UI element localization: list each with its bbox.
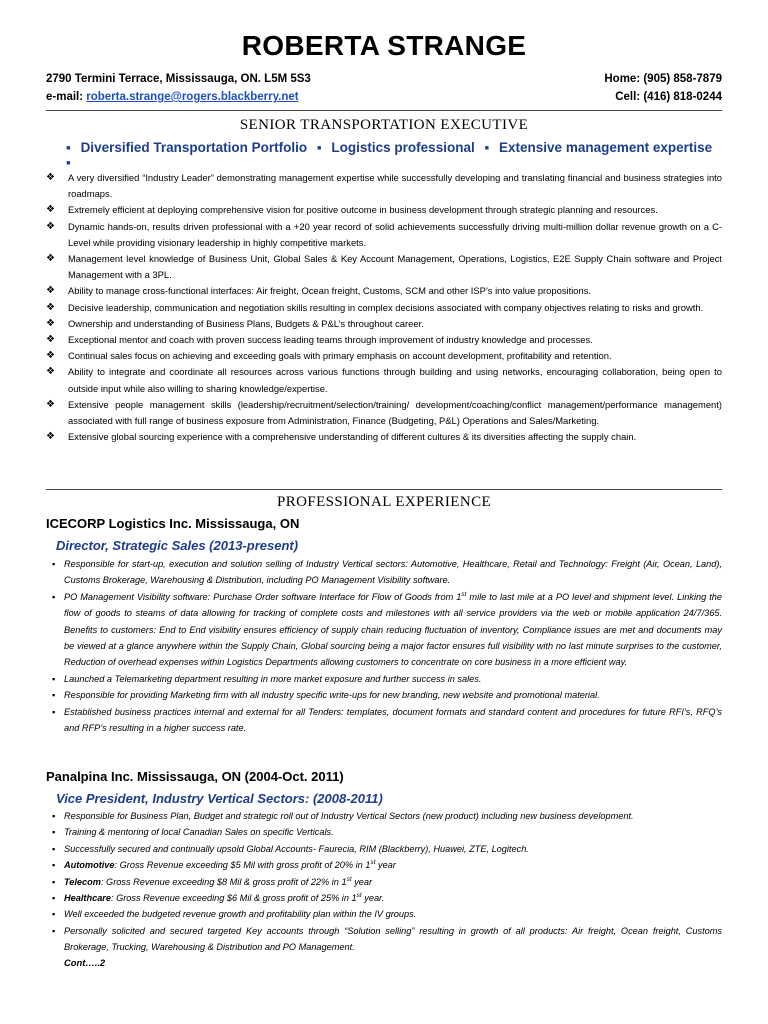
duty-text: mile to last mile at a PO level and shipment level. Linking the flow of goods to steams of data allowing for tracking of complete costs and milestones with all service providers via the web or mobile application 24/7/365. Benefits to customers: End to End visibility ensures efficiency of supply chain reducing fluctuation of inventory, Compliance issues are met and documents may be viewed at a glance anywhere within the Supply Chain, Global sourcing being a major factor ensures full visibility with no last minute surprises to the customer, Reduction of overhead expenses within Logistics Departments allowing customers to concentrate on core business in a more efficient way. — [64, 591, 723, 668]
summary-item — [46, 300, 722, 316]
tagline-bullet: ▪ — [66, 155, 71, 170]
square-bullet-icon: ▪ — [52, 673, 56, 684]
summary-item-text: Decisive leadership, communication and negotiation skills resulting in complex decisions associated with company objectives relating to risks and growth. — [68, 301, 704, 313]
experience-title: PROFESSIONAL EXPERIENCE — [276, 494, 492, 510]
tagline — [60, 140, 720, 170]
summary-item-text: Extensive people management skills (leadership/recruitment/selection/training/ development/coaching/conflict management/performance management) associated with full range of business exposure from Administration, Finance (Budgeting, P&L) Operations and Sales/Marketing. — [68, 398, 722, 427]
summary-list — [46, 170, 722, 445]
summary-item — [46, 332, 722, 348]
duty-sector: Automotive — [64, 860, 115, 871]
diamond-bullet-icon: ❖ — [46, 301, 55, 313]
tagline-bullet: ▪ — [66, 140, 71, 155]
duty-text: Established business practices internal and external for all Tenders: templates, document formats and standard content and procedures for future RFI’s, RFQ’s and RFP’s resulting in a higher success rate. — [64, 706, 722, 734]
contact-line-2 — [46, 91, 722, 103]
ordinal-suffix: st — [346, 875, 352, 883]
square-bullet-icon: ▪ — [52, 860, 56, 871]
summary-item — [46, 219, 722, 251]
diamond-bullet-icon: ❖ — [46, 317, 55, 329]
duty-text: Well exceeded the budgeted revenue growth and profitability plan within the IV groups. — [64, 909, 417, 920]
square-bullet-icon: ▪ — [52, 690, 56, 701]
diamond-bullet-icon: ❖ — [46, 366, 55, 378]
duty-text: : Gross Revenue exceeding $5 Mil with gross profit of 20% in 1 — [114, 860, 371, 871]
square-bullet-icon: ▪ — [52, 811, 56, 821]
job-duty — [50, 841, 722, 857]
job-duty — [50, 906, 722, 922]
diamond-bullet-icon: ❖ — [46, 172, 55, 183]
diamond-bullet-icon: ❖ — [46, 350, 55, 362]
square-bullet-icon: ▪ — [52, 843, 56, 854]
ordinal-suffix: st — [370, 859, 376, 867]
summary-item-text: Management level knowledge of Business Unit, Global Sales & Key Account Management, Operations, Logistics, E2E Supply Chain software and Project Management with a 3PL. — [68, 253, 722, 281]
job-duty — [50, 704, 722, 737]
summary-item-text: A very diversified “Industry Leader” demonstrating management expertise while successfully developing and translating financial and business strategies into roadmaps. — [68, 172, 722, 200]
duty-sector: Healthcare — [64, 893, 111, 904]
job-duty — [50, 687, 722, 703]
duty-text: Launched a Telemarketing department resulting in more market exposure and further success in sales. — [64, 673, 482, 684]
duty-text: year — [375, 860, 396, 871]
summary-item — [46, 348, 722, 364]
tagline-item: Logistics professional — [331, 140, 475, 155]
duty-text: year. — [361, 893, 385, 904]
email-label: e-mail: — [46, 91, 87, 103]
duty-text: Responsible for providing Marketing firm with all industry specific write-ups for new branding, new website and promotional material. — [64, 690, 600, 701]
duty-text: : Gross Revenue exceeding $8 Mil & gross profit of 22% in 1 — [100, 876, 347, 887]
square-bullet-icon: ▪ — [52, 706, 56, 717]
summary-item-text: Exceptional mentor and coach with proven success leading teams through improvement of industry knowledge and processes. — [68, 334, 593, 346]
diamond-bullet-icon: ❖ — [46, 253, 55, 265]
job-title: Director, Strategic Sales (2013-present) — [56, 538, 299, 553]
summary-divider — [46, 489, 722, 490]
square-bullet-icon: ▪ — [52, 827, 56, 838]
square-bullet-icon: ▪ — [52, 876, 56, 887]
header-divider — [46, 110, 722, 111]
duty-text: PO Management Visibility software: Purchase Order software Interface for Flow of Goods from 1 — [64, 591, 462, 602]
summary-item-text: Continual sales focus on achieving and exceeding goals with primary emphasis on account development, profitability and retention. — [68, 350, 612, 362]
duty-text: Responsible for start-up, execution and solution selling of Industry Vertical sectors: Automotive, Healthcare, Retail and Technology: Freight (Air, Ocean, Land), Customs Brokerage, Warehousing & Distribution, including PO Management Visibility software. — [64, 559, 722, 586]
job-duty — [50, 589, 722, 671]
summary-item-text: Ability to manage cross-functional interfaces: Air freight, Ocean freight, Customs, SCM and other ISP’s into value propositions. — [68, 285, 591, 297]
duty-text: Successfully secured and continually upsold Global Accounts- Faurecia, RIM (Blackberry), Huawei, ZTE, Logitech. — [64, 843, 529, 854]
diamond-bullet-icon: ❖ — [46, 334, 55, 346]
job-duty — [50, 556, 722, 589]
summary-item — [46, 364, 722, 396]
summary-item — [46, 283, 722, 299]
diamond-bullet-icon: ❖ — [46, 398, 55, 410]
job-duty — [50, 824, 722, 840]
duty-text: Responsible for Business Plan, Budget and strategic roll out of Industry Vertical Sectors (new product) including new business development. — [64, 811, 634, 821]
job-duty — [50, 890, 722, 906]
diamond-bullet-icon: ❖ — [46, 204, 55, 216]
company-name: Panalpina Inc. Mississauga, ON (2004-Oct. 2011) — [46, 769, 344, 784]
job-duty — [50, 874, 722, 890]
diamond-bullet-icon: ❖ — [46, 431, 55, 443]
email-link[interactable]: roberta.strange@rogers.blackberry.net — [86, 91, 299, 103]
summary-title: SENIOR TRANSPORTATION EXECUTIVE — [239, 117, 529, 133]
job-duties-list — [50, 808, 722, 956]
cell-phone: Cell: (416) 818-0244 — [615, 91, 722, 103]
summary-item — [46, 170, 722, 202]
square-bullet-icon: ▪ — [52, 925, 56, 936]
ordinal-suffix: st — [356, 891, 362, 899]
summary-item — [46, 251, 722, 283]
square-bullet-icon: ▪ — [52, 591, 56, 602]
diamond-bullet-icon: ❖ — [46, 285, 55, 297]
tagline-item: Diversified Transportation Portfolio — [80, 140, 308, 155]
duty-text: Personally solicited and secured targeted Key accounts through “Solution selling” resulting in growth of all products: Air freight, Ocean freight, Customs Brokerage, Trucking, Warehousing & Distribution and PO Management. — [64, 925, 722, 953]
summary-item — [46, 397, 722, 429]
tagline-bullet: ▪ — [316, 140, 322, 155]
square-bullet-icon: ▪ — [52, 893, 56, 904]
summary-item-text: Ownership and understanding of Business Plans, Budgets & P&L’s throughout career. — [68, 317, 424, 329]
tagline-bullet: ▪ — [484, 140, 490, 155]
square-bullet-icon: ▪ — [52, 909, 56, 920]
duty-text: : Gross Revenue exceeding $6 Mil & gross profit of 25% in 1 — [110, 893, 357, 904]
tagline-item: Extensive management expertise — [499, 140, 713, 155]
summary-item — [46, 316, 722, 332]
job-duty — [50, 671, 722, 687]
job-duty — [50, 923, 722, 956]
duty-sector: Telecom — [64, 876, 101, 887]
summary-item-text: Ability to integrate and coordinate all resources across various functions through building and using networks, encouraging collaboration, being open to outside input while also willing to sharing knowledge/expertise. — [68, 366, 722, 394]
candidate-name: ROBERTA STRANGE — [241, 30, 527, 61]
home-phone: Home: (905) 858-7879 — [604, 73, 722, 85]
duty-text: Training & mentoring of local Canadian Sales on specific Verticals. — [64, 827, 334, 838]
diamond-bullet-icon: ❖ — [46, 220, 55, 232]
summary-item — [46, 429, 722, 445]
job-duty — [50, 808, 722, 824]
company-name: ICECORP Logistics Inc. Mississauga, ON — [46, 516, 300, 531]
job-duties-list — [50, 556, 722, 736]
square-bullet-icon: ▪ — [52, 559, 56, 569]
continued-note: Cont…..2 — [64, 957, 106, 968]
contact-line-1 — [46, 73, 722, 85]
summary-item-text: Dynamic hands-on, results driven professional with a +20 year record of solid achievements successfully driving multi-million dollar revenue growth on a C-Level while providing visionary leadership in highly competitive markets. — [68, 220, 722, 248]
summary-item-text: Extensive global sourcing experience with a comprehensive understanding of different cultures & its diversities affecting the supply chain. — [68, 431, 637, 443]
ordinal-suffix: st — [461, 590, 467, 598]
address: 2790 Termini Terrace, Mississauga, ON. L5M 5S3 — [46, 73, 311, 85]
job-duty — [50, 857, 722, 873]
duty-text: year — [351, 876, 373, 887]
summary-item — [46, 202, 722, 218]
job-title: Vice President, Industry Vertical Sectors: (2008-2011) — [56, 791, 383, 806]
summary-item-text: Extremely efficient at deploying comprehensive vision for positive outcome in business development through strategic planning and resources. — [68, 204, 658, 216]
